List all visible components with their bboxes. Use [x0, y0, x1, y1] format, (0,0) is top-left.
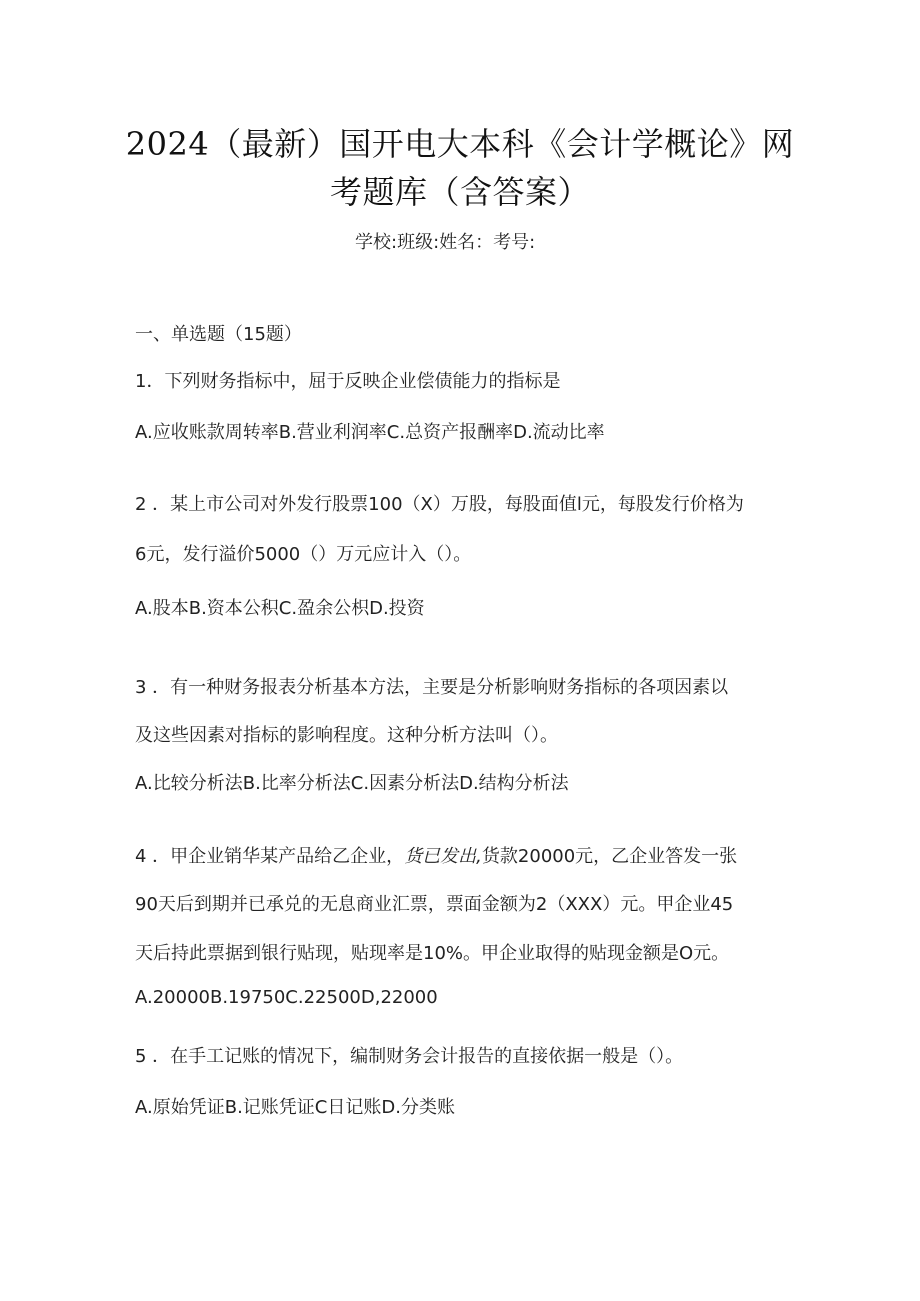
question-4-options: A.20000B.19750C.22500D,22000	[135, 987, 438, 1008]
question-4-text-line-1	[135, 842, 795, 872]
question-2-options: A.股本B.资本公积C.盈余公枳D.投资	[135, 598, 425, 619]
student-info-line: 学校:班级:姓名：考号:	[355, 232, 536, 253]
question-3-text-line-1: 3 ．有一种财务报表分析基本方法，主要是分析影响财务指标的各项因素以	[135, 677, 729, 698]
question-2-text-line-1: 2 ．某上市公司对外发行股票100（X）万股，每股面值l元，每股发行价格为	[135, 494, 744, 515]
question-4-text-part-c: 货款20000元，乙企业答发一张	[481, 846, 738, 867]
question-4-text-line-3: 天后持此票据到银行贴现，贴现率是10%。甲企业取得的贴现金额是O元。	[135, 943, 730, 964]
question-3-text-line-2: 及这些因素对指标的影响程度。这种分析方法叫（）。	[135, 725, 558, 746]
document-title-line-2: 考题库（含答案）	[329, 173, 590, 211]
document-title-line-1: 2024（最新）国开电大本科《会计学概论》网	[125, 125, 795, 163]
question-5-text: 5 ．在手工记账的情况下，编制财务会计报告的直接依据一般是（）。	[135, 1046, 684, 1067]
question-3-options: A.比较分析法B.比率分析法C.因素分析法D.结构分析法	[135, 773, 569, 794]
question-4-text-part-a: 4 ．甲企业销华某产品给乙企业，	[135, 846, 405, 867]
question-5-options: A.原始凭证B.记账凭证C日记账D.分类账	[135, 1097, 455, 1118]
question-1-options: A.应收账款周转率B.营业利润率C.总资产报酬率D.流动比率	[135, 422, 605, 443]
question-2-text-line-2: 6元，发行溢价5000（）万元应计入（）。	[135, 544, 472, 565]
question-4-text-italic: 货已发出,	[404, 846, 482, 867]
question-4-text-line-2: 90天后到期并已承兑的无息商业汇票，票面金额为2（XXX）元。甲企业45	[135, 894, 734, 915]
section-heading: 一、单选题（15题）	[135, 324, 302, 345]
question-1-text: 1．下列财务指标中，屈于反映企业偿债能力的指标是	[135, 371, 561, 392]
